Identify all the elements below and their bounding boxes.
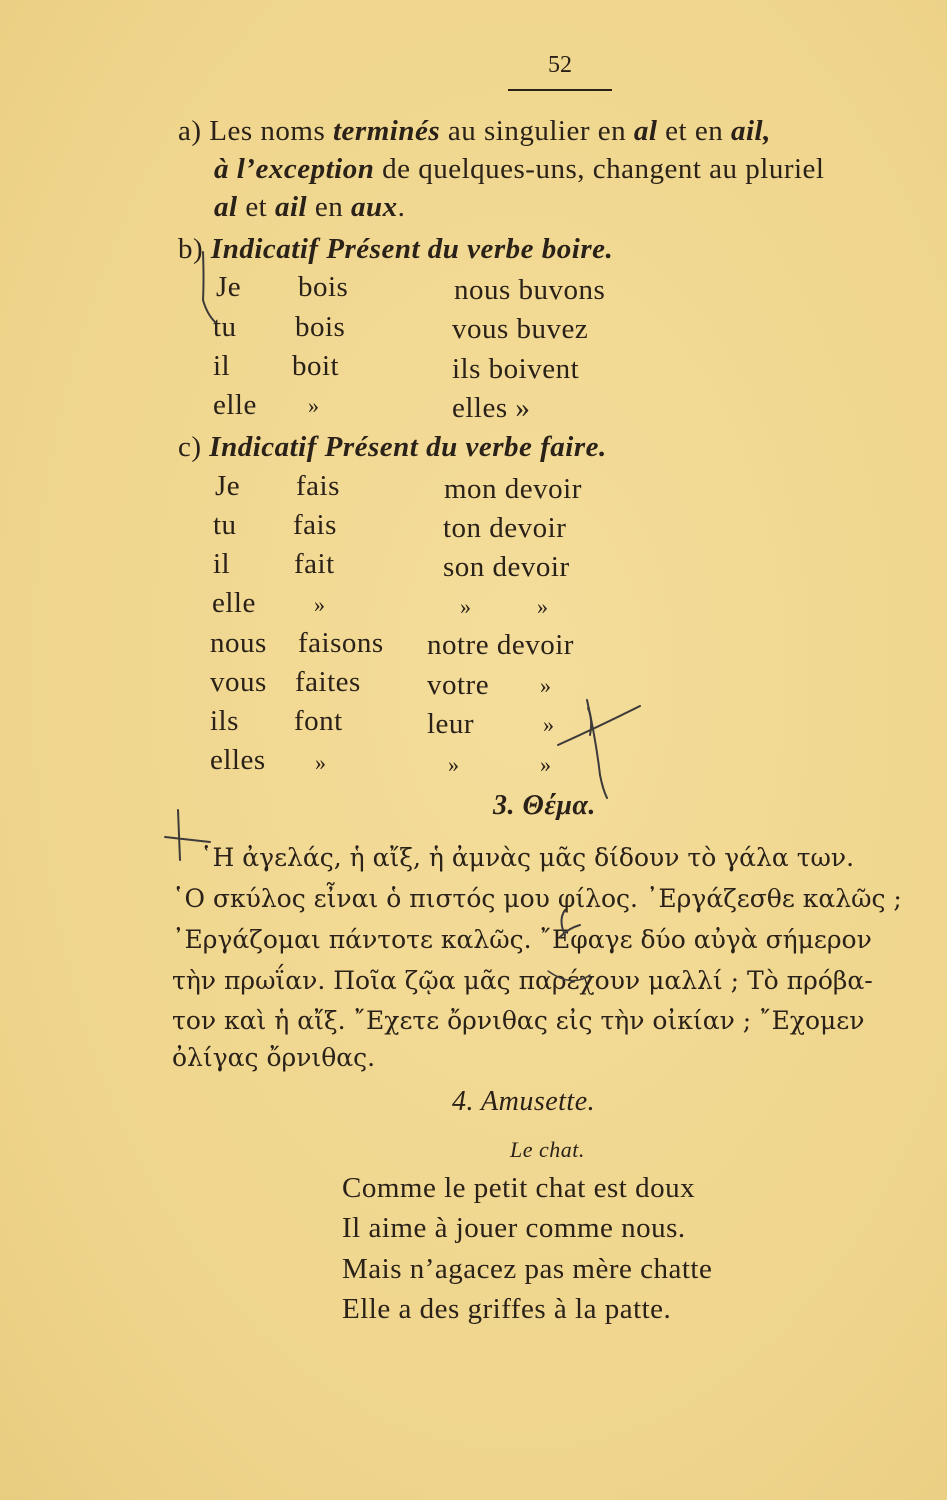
conj-pronoun: elle <box>213 389 257 421</box>
conj-verb: fait <box>294 548 335 580</box>
section-b-label: b) <box>178 233 204 265</box>
poem-line: Elle a des griffes à la patte. <box>342 1293 672 1325</box>
conj-pronoun: vous <box>210 666 267 698</box>
greek-line: ῾Ο σκύλος εἶναι ὁ πιστός μου φίλος. ᾿Εργάζεσθε καλῶς ; <box>172 884 902 913</box>
section-4-title: 4. Amusette. <box>452 1086 596 1117</box>
conj-ditto: » <box>314 592 326 617</box>
conj-object: mon devoir <box>444 473 582 505</box>
conj-ditto: » <box>308 393 320 418</box>
page-number: 52 <box>548 52 572 78</box>
conj-verb: faisons <box>298 627 384 659</box>
pencil-bracket-mark <box>203 252 204 300</box>
conj-plural: elles » <box>452 392 531 424</box>
poem-line: Comme le petit chat est doux <box>342 1172 696 1204</box>
poem-line: Il aime à jouer comme nous. <box>342 1212 686 1244</box>
conj-pronoun: elles <box>210 744 266 776</box>
conj-pronoun: Je <box>216 271 242 303</box>
section-a-label: a) <box>178 115 202 147</box>
conj-verb: fais <box>293 509 337 541</box>
conj-verb: fais <box>296 470 340 502</box>
greek-line: τον καὶ ἡ αἴξ. ῎Εχετε ὄρνιθας εἰς τὴν οἰκίαν ; ῎Εχομεν <box>172 1006 865 1035</box>
conj-pronoun: tu <box>213 311 237 343</box>
section-b-title: Indicatif Présent du verbe boire. <box>210 233 614 265</box>
conj-pronoun: tu <box>213 509 237 541</box>
conj-ditto: » <box>448 752 460 777</box>
conj-pronoun: il <box>213 350 231 382</box>
conj-object: son devoir <box>443 551 570 583</box>
section-a-line-3: al et ail en aux. <box>214 191 406 223</box>
conj-ditto: » <box>460 594 472 619</box>
greek-line: ᾿Εργάζομαι πάντοτε καλῶς. ῎Εφαγε δύο αὐγὰ σήμερον <box>172 925 872 954</box>
conj-verb: bois <box>298 271 349 303</box>
conj-ditto: » <box>315 750 327 775</box>
section-a-line-1: a) Les noms terminés au singulier en al et en ail, <box>178 115 771 147</box>
conj-plural: vous buvez <box>452 313 589 345</box>
greek-line: ῾Η ἀγελάς, ἡ αἴξ, ἡ ἀμνὰς μᾶς δίδουν τὸ γάλα των. <box>200 843 855 872</box>
conj-plural: nous buvons <box>454 274 606 306</box>
greek-line: τὴν πρωΐαν. Ποῖα ζῷα μᾶς παρέχουν μαλλί ; Τὸ πρόβα- <box>172 966 873 995</box>
poem-line: Mais n’agacez pas mère chatte <box>342 1253 713 1285</box>
conj-verb: faites <box>295 666 361 698</box>
conj-ditto: » <box>543 712 555 737</box>
conj-pronoun: Je <box>215 470 241 502</box>
conj-ditto: » <box>537 594 549 619</box>
conj-ditto: » <box>540 752 552 777</box>
pencil-underline <box>548 971 590 981</box>
section-3-title: 3. Θέμα. <box>493 790 596 821</box>
poem-title: Le chat. <box>510 1137 585 1162</box>
conj-verb: boit <box>292 350 340 382</box>
pencil-cross-left <box>165 837 210 842</box>
conj-object: notre devoir <box>427 629 574 661</box>
conj-verb: font <box>294 705 343 737</box>
conj-ditto: » <box>540 673 552 698</box>
conj-object: ton devoir <box>443 512 567 544</box>
conj-pronoun: nous <box>210 627 267 659</box>
conj-verb: bois <box>295 311 346 343</box>
section-c-label: c) <box>178 431 202 463</box>
conj-object: votre <box>427 669 490 701</box>
section-a-line-2: à l’exception de quelques-uns, changent au pluriel <box>214 153 825 185</box>
conj-pronoun: il <box>213 548 231 580</box>
conj-pronoun: elle <box>212 587 256 619</box>
section-c-title: Indicatif Présent du verbe faire. <box>209 431 607 463</box>
conj-plural: ils boivent <box>452 353 580 385</box>
greek-line: ὀλίγας ὄρνιθας. <box>172 1043 376 1072</box>
conj-pronoun: ils <box>210 705 239 737</box>
conj-object: leur <box>427 708 475 740</box>
